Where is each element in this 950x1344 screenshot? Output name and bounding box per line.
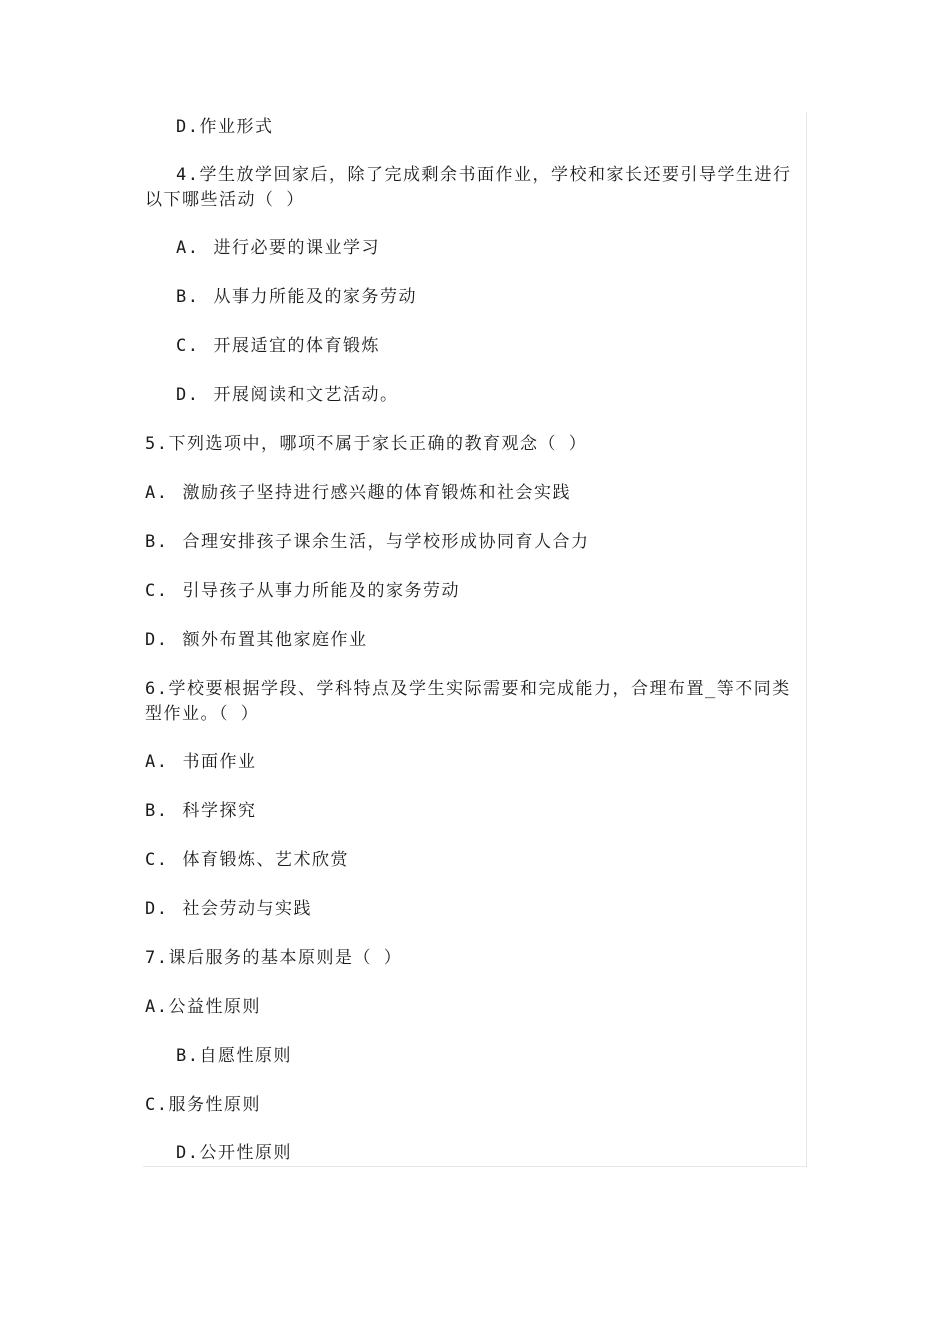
page-frame-right-edge [806,112,807,1166]
option-text: 合理安排孩子课余生活，与学校形成协同育人合力 [182,532,590,552]
option-label: B. [145,801,169,821]
option-text: 开展阅读和文艺活动。 [213,385,399,405]
option-label: B. [176,287,200,307]
page-frame-bottom-edge [143,1166,807,1167]
option-label: A. [176,238,200,258]
q4-option-b [176,286,417,308]
q7-stem: 7.课后服务的基本原则是（ ） [145,948,403,968]
q3-option-d: D.作业形式 [176,117,274,137]
q4-stem: 4.学生放学回家后，除了完成剩余书面作业，学校和家长还要引导学生进行以下哪些活动（ ） [145,165,792,210]
option-text: 从事力所能及的家务劳动 [213,287,417,307]
option-label: C. [145,581,169,601]
option-label: D. [145,899,169,919]
option-text: 进行必要的课业学习 [213,238,380,258]
option-label: B. [145,532,169,552]
q5-option-d [145,629,367,651]
option-text: 引导孩子从事力所能及的家务劳动 [182,581,460,601]
option-text: 开展适宜的体育锻炼 [213,336,380,356]
q6-option-a [145,751,256,773]
option-label: D. [145,630,169,650]
q6-stem: 6.学校要根据学段、学科特点及学生实际需要和完成能力，合理布置_等不同类型作业。（ ） [145,679,791,724]
q4-option-a [176,237,380,259]
q6-option-c [145,849,349,871]
q5-stem: 5.下列选项中，哪项不属于家长正确的教育观念（ ） [145,434,588,454]
option-text: 激励孩子坚持进行感兴趣的体育锻炼和社会实践 [182,483,571,503]
option-text: 社会劳动与实践 [182,899,312,919]
q5-option-c [145,580,460,602]
option-text: 体育锻炼、艺术欣赏 [182,850,349,870]
q7-option-a: A.公益性原则 [145,997,261,1017]
q5-option-b [145,531,589,553]
q6-option-d [145,898,312,920]
q5-option-a [145,482,571,504]
option-label: D. [176,385,200,405]
option-label: A. [145,752,169,772]
option-text: 额外布置其他家庭作业 [182,630,368,650]
option-text: 科学探究 [182,801,257,821]
q7-option-c: C.服务性原则 [145,1095,261,1115]
option-text: 书面作业 [182,752,257,772]
option-label: A. [145,483,169,503]
option-label: C. [145,850,169,870]
q7-option-d: D.公开性原则 [176,1143,292,1163]
option-label: C. [176,336,200,356]
q4-option-d [176,384,398,406]
q4-option-c [176,335,380,357]
q6-option-b [145,800,256,822]
q7-option-b: B.自愿性原则 [176,1046,292,1066]
